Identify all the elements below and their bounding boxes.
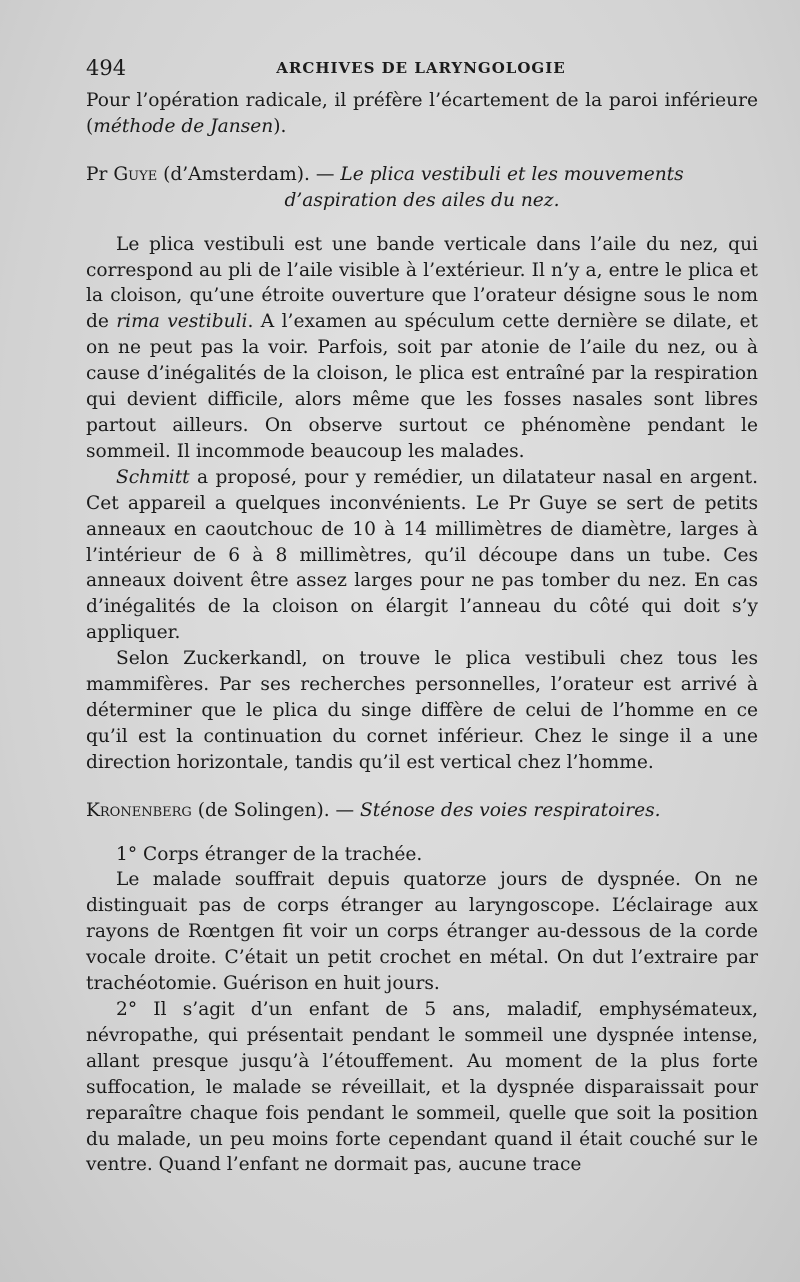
kronenberg-title: Sténose des voies respiratoires. [360, 799, 661, 821]
paragraph-zuckerkandl: Selon Zuckerkandl, on trouve le plica vestibuli chez tous les mammifères. Par ses recherches personnelles, l’orateur est arrivé à déterminer que le plica du singe diffère de celui de l’homme en ce qu’il est la continuation du cornet inférieur. Chez le singe il a une direction horizontale, tandis qu’il est vertical chez l’homme. [86, 648, 758, 773]
guye-title-1: Le plica vestibuli et les mouvements [340, 163, 684, 185]
author-kronenberg: Kronenberg [86, 799, 192, 821]
author-guye: Guye [113, 163, 158, 185]
kronenberg-section-heading: Kronenberg (de Solingen). — Sténose des voies respiratoires. [86, 799, 661, 821]
paragraph-plica: Le plica vestibuli est une bande verticale dans l’aile du nez, qui correspond au pli de l’aile visible à l’extérieur. Il n’y a, entre le plica et la cloison, qu’une étroite ouverture que l’orateur désigne sous le nom de rima vestibuli. A l’examen au spéculum cette dernière se dilate, et on ne peut pas la voir. Parfois, soit par atonie de l’aile du nez, ou à cause d’inégalités de la cloison, le plica est entraîné par la respiration qui devient difficile, alors même que les fosses nasales sont libres partout ailleurs. On observe surtout ce phénomène pendant le sommeil. Il incommode beaucoup les malades. [86, 233, 759, 462]
case2-paragraph: 2° Il s’agit d’un enfant de 5 ans, maladif, emphysémateux, névropathe, qui présentait pendant le sommeil une dyspnée intense, allant presque jusqu’à l’étouffement. Au moment de la plus forte suffocation, le malade se réveillait, et la dyspnée disparaissait pour reparaître chaque fois pendant le sommeil, quelle que soit la position du malade, un peu moins forte cependant quand il était couché sur le ventre. Quand l’enfant ne dormait pas, aucune trace [86, 999, 758, 1176]
method-name: méthode de Jansen [93, 115, 274, 137]
body-text [86, 88, 758, 1178]
paragraph-schmitt: Schmitt a proposé, pour y remédier, un dilatateur nasal en argent. Cet appareil a quelques inconvénients. Le Pr Guye se sert de petits anneaux en caoutchouc de 10 à 14 millimètres de diamètre, larges à l’intérieur de 6 à 8 millimètres, qu’il découpe dans un tube. Ces anneaux doivent être assez larges pour ne pas tomber du nez. En cas d’inégalités de la cloison on élargit l’anneau du côté qui doit s’y appliquer. [86, 466, 758, 644]
guye-prefix: Pr [86, 163, 114, 185]
case1-paragraph: Le malade souffrait depuis quatorze jours de dyspnée. On ne distinguait pas de corps étranger au laryngoscope. L’éclairage aux rayons de Rœntgen fit voir un corps étranger au-dessous de la corde vocale droite. C’était un petit crochet en métal. On dut l’extraire par trachéotomie. Guérison en huit jours. [86, 869, 758, 995]
guye-section-heading: Pr Guye (d’Amsterdam). — Le plica vestibuli et les mouvements [86, 163, 684, 185]
term-rima-vestibuli: rima vestibuli [116, 311, 248, 333]
running-title: ARCHIVES DE LARYNGOLOGIE [276, 59, 566, 77]
guye-title-2: d’aspiration des ailes du nez. [284, 189, 560, 211]
page-header [86, 54, 756, 82]
page-number: 494 [86, 56, 127, 80]
intro-paragraph: Pour l’opération radicale, il préfère l’écartement de la paroi inférieure (méthode de Jansen). [86, 90, 758, 137]
author-schmitt: Schmitt [116, 466, 190, 488]
case1-heading: 1° Corps étranger de la trachée. [116, 843, 423, 865]
